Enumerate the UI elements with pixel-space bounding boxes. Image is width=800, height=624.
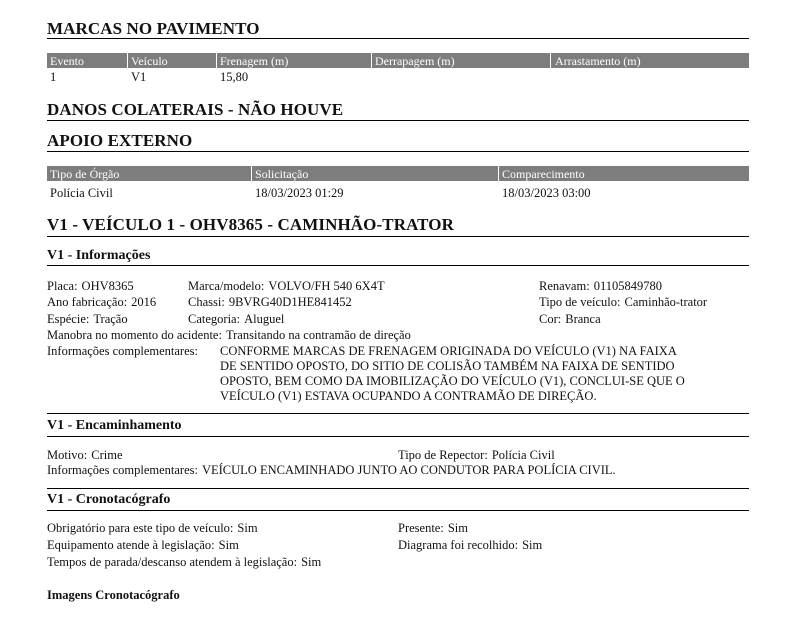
manobra-field [47, 328, 411, 343]
apoio-cell-tipo: Polícia Civil [50, 186, 113, 200]
equipamento-label: Equipamento atende à legislação: [47, 538, 215, 552]
marca-value: VOLVO/FH 540 6X4T [268, 279, 385, 293]
diagrama-field [398, 538, 542, 553]
cor-label: Cor: [539, 312, 562, 326]
marca-field [188, 279, 385, 294]
especie-label: Espécie: [47, 312, 90, 326]
marcas-cell-veiculo: V1 [131, 70, 147, 84]
apoio-col-comparecimento: Comparecimento [502, 167, 585, 181]
marcas-col-derrapagem: Derrapagem (m) [375, 54, 455, 68]
apoio-col-tipo: Tipo de Órgão [50, 167, 120, 181]
veiculo-info-title: V1 - Informações [47, 248, 151, 263]
placa-field [47, 279, 134, 294]
veiculo-title-rule [47, 236, 749, 237]
cor-value: Branca [565, 312, 601, 326]
presente-label: Presente: [398, 521, 444, 535]
apoio-cell-solicitacao: 18/03/2023 01:29 [255, 186, 344, 200]
marcas-col-frenagem: Frenagem (m) [220, 54, 289, 68]
veiculo-compl-line: CONFORME MARCAS DE FRENAGEM ORIGINADA DO VEÍCULO (V1) NA FAIXA [220, 344, 677, 358]
repector-field [398, 448, 555, 463]
tipo-veiculo-value: Caminhão-trator [624, 295, 708, 309]
marcas-title: MARCAS NO PAVIMENTO [47, 19, 260, 38]
presente-value: Sim [447, 521, 468, 535]
obrigatorio-field [47, 521, 258, 536]
danos-title-rule [47, 120, 749, 121]
marcas-col-divider [550, 53, 551, 68]
especie-field [47, 312, 128, 327]
tempos-field [47, 555, 321, 570]
veiculo-info-rule [47, 265, 749, 266]
tipo-veiculo-label: Tipo de veículo: [539, 295, 621, 309]
imagens-cronotacografo-title: Imagens Cronotacógrafo [47, 588, 180, 602]
apoio-cell-comparecimento: 18/03/2023 03:00 [502, 186, 591, 200]
veiculo-compl-line: DE SENTIDO OPOSTO, DO SITIO DE COLISÃO TAMBÉM NA FAIXA DE SENTIDO [220, 359, 675, 373]
encaminhamento-title: V1 - Encaminhamento [47, 418, 182, 433]
cor-field [539, 312, 601, 327]
apoio-col-solicitacao: Solicitação [255, 167, 309, 181]
encaminhamento-compl-label: Informações complementares: [47, 463, 198, 477]
chassi-label: Chassi: [188, 295, 225, 309]
presente-field [398, 521, 468, 536]
diagrama-label: Diagrama foi recolhido: [398, 538, 519, 552]
crono-title: V1 - Cronotacógrafo [47, 492, 171, 507]
crono-title-rule [47, 510, 749, 511]
apoio-title-rule [47, 151, 749, 152]
tempos-value: Sim [301, 555, 322, 569]
ano-field [47, 295, 156, 310]
categoria-field [188, 312, 284, 327]
equipamento-value: Sim [218, 538, 239, 552]
categoria-value: Aluguel [244, 312, 285, 326]
marca-label: Marca/modelo: [188, 279, 265, 293]
motivo-value: Crime [91, 448, 123, 462]
encaminhamento-title-rule [47, 436, 749, 437]
apoio-col-divider [251, 166, 252, 181]
ano-label: Ano fabricação: [47, 295, 128, 309]
apoio-title: APOIO EXTERNO [47, 131, 193, 150]
categoria-label: Categoria: [188, 312, 241, 326]
especie-value: Tração [93, 312, 128, 326]
marcas-col-veiculo: Veículo [131, 54, 168, 68]
veiculo-compl-label: Informações complementares: [47, 344, 198, 358]
renavam-field [539, 279, 662, 294]
marcas-col-divider [371, 53, 372, 68]
marcas-col-arrastamento: Arrastamento (m) [555, 54, 641, 68]
placa-value: OHV8365 [81, 279, 134, 293]
marcas-col-divider [127, 53, 128, 68]
marcas-cell-evento: 1 [50, 70, 57, 84]
veiculo-title: V1 - VEÍCULO 1 - OHV8365 - CAMINHÃO-TRATOR [47, 215, 455, 234]
encaminhamento-top-rule [47, 413, 749, 414]
veiculo-compl-text [220, 344, 685, 404]
marcas-col-divider [216, 53, 217, 68]
chassi-field [188, 295, 352, 310]
manobra-label: Manobra no momento do acidente: [47, 328, 222, 342]
repector-label: Tipo de Repector: [398, 448, 488, 462]
obrigatorio-value: Sim [237, 521, 258, 535]
tipo-veiculo-field [539, 295, 707, 310]
marcas-header-bar [47, 53, 749, 68]
veiculo-compl-line: OPOSTO, BEM COMO DA IMOBILIZAÇÃO DO VEÍCULO (V1), CONCLUI-SE QUE O [220, 374, 685, 388]
renavam-value: 01105849780 [593, 279, 662, 293]
danos-title: DANOS COLATERAIS - NÃO HOUVE [47, 100, 344, 119]
diagrama-value: Sim [522, 538, 543, 552]
equipamento-field [47, 538, 239, 553]
ano-value: 2016 [131, 295, 157, 309]
manobra-value: Transitando na contramão de direção [225, 328, 411, 342]
motivo-field [47, 448, 123, 463]
repector-value: Polícia Civil [491, 448, 555, 462]
apoio-header-bar [47, 166, 749, 181]
placa-label: Placa: [47, 279, 78, 293]
encaminhamento-compl-value: VEÍCULO ENCAMINHADO JUNTO AO CONDUTOR PARA POLÍCIA CIVIL. [201, 463, 616, 477]
motivo-label: Motivo: [47, 448, 88, 462]
marcas-title-rule [47, 38, 749, 39]
marcas-cell-frenagem: 15,80 [220, 70, 249, 84]
veiculo-compl-line: VEÍCULO (V1) ESTAVA OCUPANDO A CONTRAMÃO DE DIREÇÃO. [220, 389, 597, 403]
marcas-col-evento: Evento [50, 54, 84, 68]
obrigatorio-label: Obrigatório para este tipo de veículo: [47, 521, 234, 535]
chassi-value: 9BVRG40D1HE841452 [228, 295, 352, 309]
tempos-label: Tempos de parada/descanso atendem à legislação: [47, 555, 298, 569]
crono-top-rule [47, 488, 749, 489]
encaminhamento-compl-field [47, 463, 616, 478]
apoio-col-divider [498, 166, 499, 181]
renavam-label: Renavam: [539, 279, 590, 293]
